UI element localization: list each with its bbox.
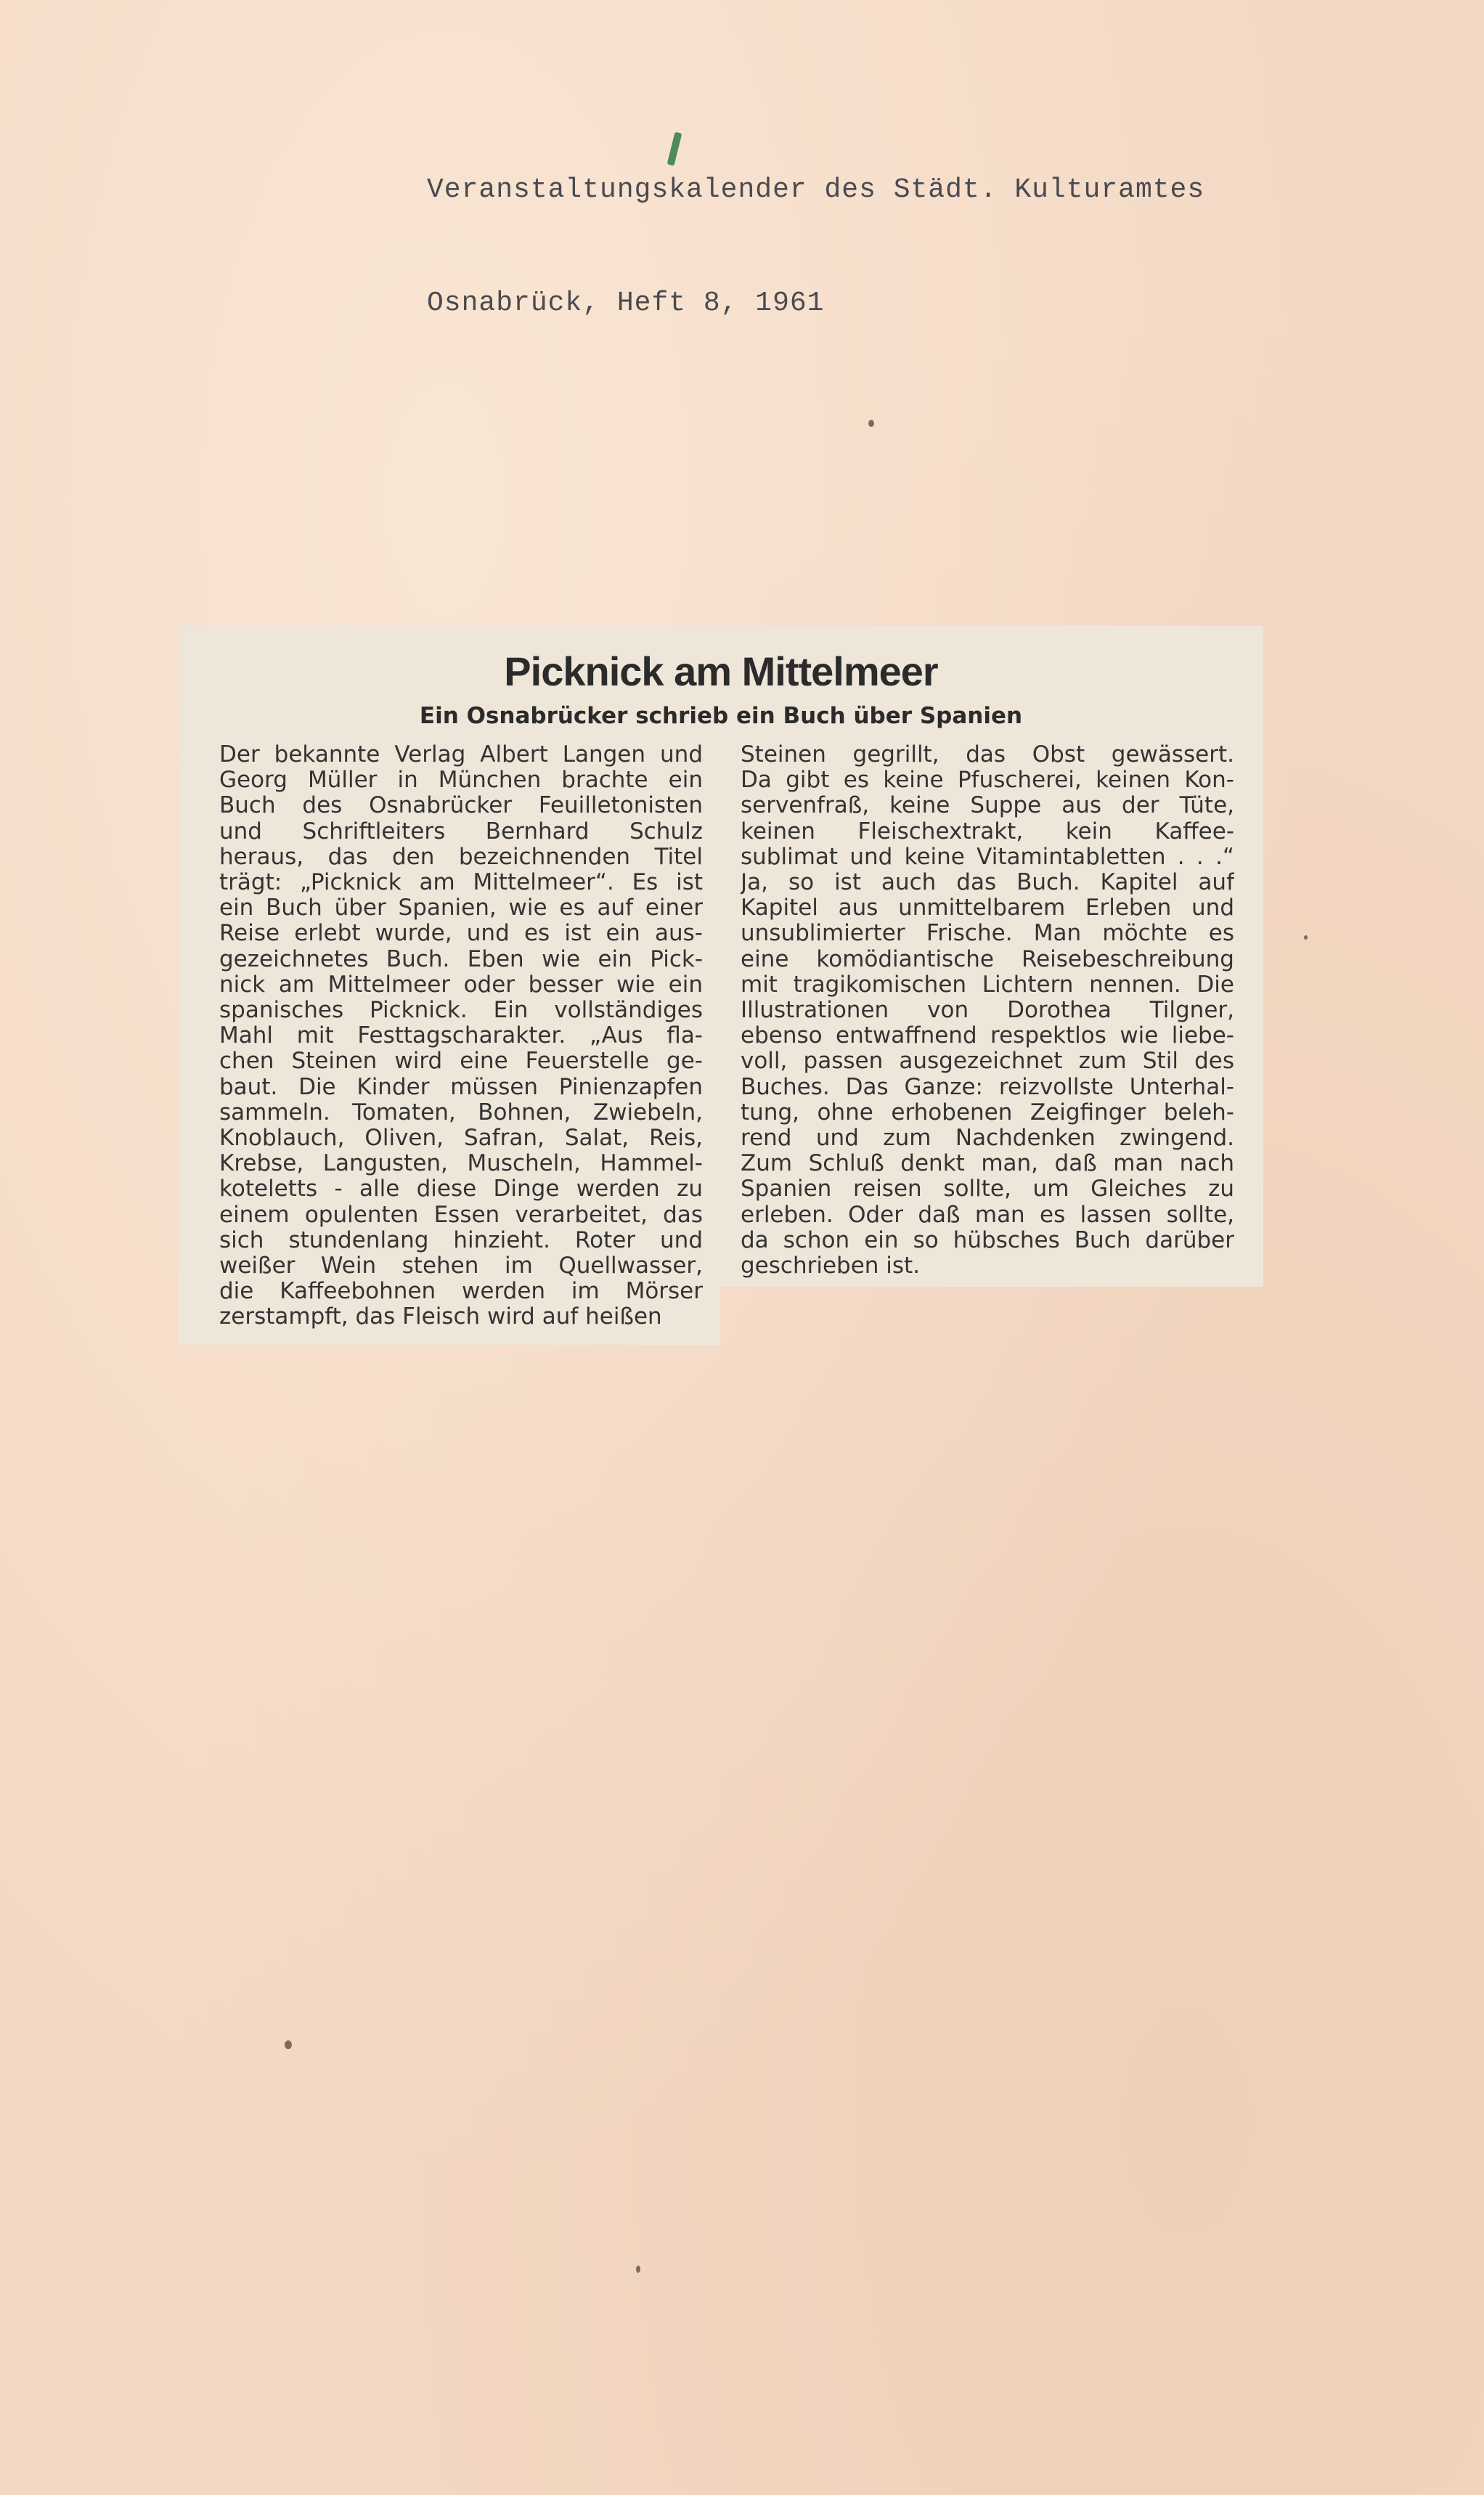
article-line: heraus, das den bezeichnenden Titel — [219, 844, 703, 870]
article-line: mit tragikomischen Lichtern nennen. Die — [741, 972, 1234, 998]
header-line-1: Veranstaltungskalender des Städt. Kulturamtes — [427, 174, 1205, 205]
article-line: weißer Wein stehen im Quellwasser, — [219, 1253, 703, 1279]
article-line: Zum Schluß denkt man, daß man nach — [741, 1151, 1234, 1177]
newspaper-clipping — [179, 626, 1263, 1345]
article-line: keinen Fleischextrakt, kein Kaffee- — [741, 818, 1234, 844]
article-line: zerstampft, das Fleisch wird auf heißen — [219, 1304, 662, 1330]
article-line: nick am Mittelmeer oder besser wie ein — [219, 972, 703, 998]
paper-speck — [1304, 935, 1308, 940]
article-line: Da gibt es keine Pfuscherei, keinen Kon- — [741, 768, 1234, 794]
article-line: sich stundenlang hinzieht. Roter und — [219, 1227, 703, 1253]
article-line: chen Steinen wird eine Feuerstelle ge- — [219, 1049, 703, 1075]
article-line: da schon ein so hübsches Buch darüber — [741, 1227, 1234, 1253]
paper-speck — [285, 2040, 292, 2049]
article-line: ebenso entwaffnend respektlos wie liebe- — [741, 1023, 1234, 1049]
article-line: Krebse, Langusten, Muscheln, Hammel- — [219, 1151, 703, 1177]
article-line: Reise erlebt wurde, und es ist ein aus- — [219, 921, 703, 947]
article-line: Ja, so ist auch das Buch. Kapitel auf — [741, 870, 1234, 896]
article-line: einem opulenten Essen verarbeitet, das — [219, 1202, 703, 1228]
article-line: erleben. Oder daß man es lassen sollte, — [741, 1202, 1234, 1228]
article-line: Mahl mit Festtagscharakter. „Aus fla- — [219, 1023, 703, 1049]
article-line: und Schriftleiters Bernhard Schulz — [219, 818, 703, 844]
article-line: eine komödiantische Reisebeschreibung — [741, 946, 1234, 972]
article-line: Buches. Das Ganze: reizvollste Unterhal- — [741, 1074, 1234, 1100]
article-line: Knoblauch, Oliven, Safran, Salat, Reis, — [219, 1126, 703, 1152]
article-line: Der bekannte Verlag Albert Langen und — [219, 742, 703, 768]
article-line: die Kaffeebohnen werden im Mörser — [219, 1279, 703, 1305]
article-line: ein Buch über Spanien, wie es auf einer — [219, 895, 703, 921]
paper-speck — [636, 2266, 640, 2273]
article-line: tung, ohne erhobenen Zeigfinger beleh- — [741, 1099, 1234, 1126]
article-line: trägt: „Picknick am Mittelmeer“. Es ist — [219, 870, 703, 896]
article-column-left — [219, 742, 703, 1330]
article-subtitle: Ein Osnabrücker schrieb ein Buch über Spanien — [419, 703, 1023, 729]
article-line: Kapitel aus unmittelbarem Erleben und — [741, 895, 1234, 921]
article-column-right — [741, 742, 1234, 1279]
article-line: unsublimierter Frische. Man möchte es — [741, 921, 1234, 947]
article-line: sammeln. Tomaten, Bohnen, Zwiebeln, — [219, 1099, 703, 1126]
article-line: baut. Die Kinder müssen Pinienzapfen — [219, 1074, 703, 1100]
article-line: Georg Müller in München brachte ein — [219, 768, 703, 794]
article-title: Picknick am Mittelmeer — [504, 648, 938, 694]
article-line: Spanien reisen sollte, um Gleiches zu — [741, 1176, 1234, 1202]
article-line: geschrieben ist. — [741, 1253, 921, 1279]
article-line: Steinen gegrillt, das Obst gewässert. — [741, 742, 1234, 768]
article-line: servenfraß, keine Suppe aus der Tüte, — [741, 793, 1234, 819]
article-line: Illustrationen von Dorothea Tilgner, — [741, 998, 1234, 1024]
paper-speck — [868, 420, 874, 427]
typed-header — [427, 96, 1204, 360]
article-line: gezeichnetes Buch. Eben wie ein Pick- — [219, 946, 703, 972]
article-line: koteletts - alle diese Dinge werden zu — [219, 1176, 703, 1202]
article-line: rend und zum Nachdenken zwingend. — [741, 1126, 1234, 1152]
article-line: voll, passen ausgezeichnet zum Stil des — [741, 1049, 1234, 1075]
article-line: spanisches Picknick. Ein vollständiges — [219, 998, 703, 1024]
header-line-2: Osnabrück, Heft 8, 1961 — [427, 288, 825, 319]
article-line: sublimat und keine Vitamintabletten . . .“ — [741, 844, 1234, 870]
article-line: Buch des Osnabrücker Feuilletonisten — [219, 793, 703, 819]
